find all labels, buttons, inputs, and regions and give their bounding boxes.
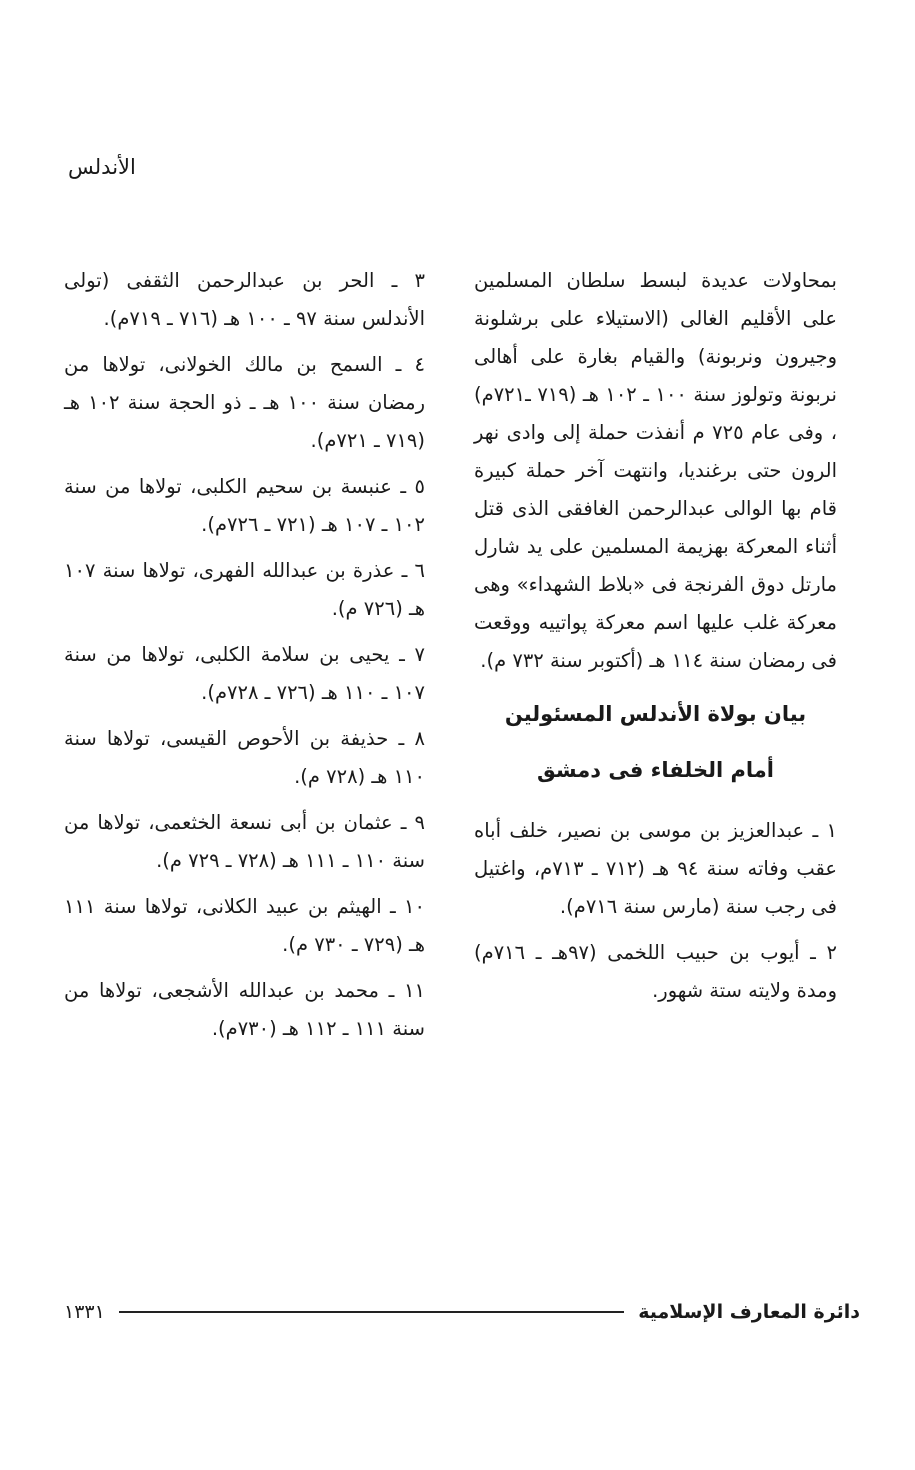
governor-entry-5: ٥ ـ عنبسة بن سحيم الكلبى، تولاها من سنة ١٠٢ ـ ١٠٧ هـ (٧٢١ ـ ٧٢٦م). bbox=[64, 475, 425, 536]
governor-entry-2: ٢ ـ أيوب بن حبيب اللخمى (٩٧هـ ـ ٧١٦م) ومدة ولايته ستة شهور. bbox=[474, 941, 837, 1002]
page-footer bbox=[64, 1296, 860, 1328]
governor-entry-1: ١ ـ عبدالعزيز بن موسى بن نصير، خلف أباه عقب وفاته سنة ٩٤ هـ (٧١٢ ـ ٧١٣م، واغتيل فى رجب سنة (مارس سنة ٧١٦م). bbox=[474, 819, 838, 918]
right-column bbox=[474, 262, 837, 1018]
governor-entry-11: ١١ ـ محمد بن عبدالله الأشجعى، تولاها من سنة ١١١ ـ ١١٢ هـ (٧٣٠م). bbox=[64, 979, 425, 1040]
governor-entry-8: ٨ ـ حذيفة بن الأحوص القيسى، تولاها سنة ١١٠ هـ (٧٢٨ م). bbox=[64, 727, 425, 788]
running-head: الأندلس bbox=[68, 155, 136, 179]
footer-title: دائرة المعارف الإسلامية bbox=[638, 1301, 860, 1323]
governor-entry-7: ٧ ـ يحيى بن سلامة الكلبى، تولاها من سنة ١٠٧ ـ ١١٠ هـ (٧٢٦ ـ ٧٢٨م). bbox=[64, 643, 425, 704]
section-heading-line-2: أمام الخلفاء فى دمشق bbox=[536, 758, 774, 782]
governor-entry-10: ١٠ ـ الهيثم بن عبيد الكلانى، تولاها سنة ١١١ هـ (٧٢٩ ـ ٧٣٠ م). bbox=[64, 895, 425, 956]
governor-entry-3: ٣ ـ الحر بن عبدالرحمن الثقفى (تولى الأندلس سنة ٩٧ ـ ١٠٠ هـ (٧١٦ ـ ٧١٩م). bbox=[64, 269, 425, 330]
page-number: ١٣٣١ bbox=[64, 1301, 105, 1323]
left-column bbox=[64, 262, 425, 1056]
intro-paragraph: بمحاولات عديدة لبسط سلطان المسلمين على الأقليم الغالى (الاستيلاء على برشلونة وجيرون ونربونة) والقيام بغارة على أهالى نربونة وتولوز سنة ١٠٠ ـ ١٠٢ هـ (٧١٩ ـ٧٢١م) ، وفى عام ٧٢٥ م أنفذت حملة إلى وادى نهر الرون حتى برغنديا، وانتهت آخر حملة كبيرة قام بها الوالى عبدالرحمن الغافقى الذى قتل أثناء المعركة بهزيمة المسلمين على يد شارل مارتل دوق الفرنجة فى «بلاط الشهداء» وهى معركة غلب عليها اسم معركة پواتييه ووقعت فى رمضان سنة ١١٤ هـ (أكتوبر سنة ٧٣٢ م). bbox=[474, 269, 837, 672]
governor-entry-4: ٤ ـ السمح بن مالك الخولانى، تولاها من رمضان سنة ١٠٠ هـ ـ ذو الحجة سنة ١٠٢ هـ (٧١٩ ـ ٧٢١م). bbox=[64, 353, 426, 452]
governor-entry-6: ٦ ـ عذرة بن عبدالله الفهرى، تولاها سنة ١٠٧ هـ (٧٢٦ م). bbox=[64, 559, 425, 620]
footer-rule bbox=[119, 1311, 624, 1313]
governor-entry-9: ٩ ـ عثمان بن أبى نسعة الخثعمى، تولاها من سنة ١١٠ ـ ١١١ هـ (٧٢٨ ـ ٧٢٩ م). bbox=[64, 811, 425, 872]
section-heading-line-1: بيان بولاة الأندلس المسئولين bbox=[504, 702, 807, 726]
